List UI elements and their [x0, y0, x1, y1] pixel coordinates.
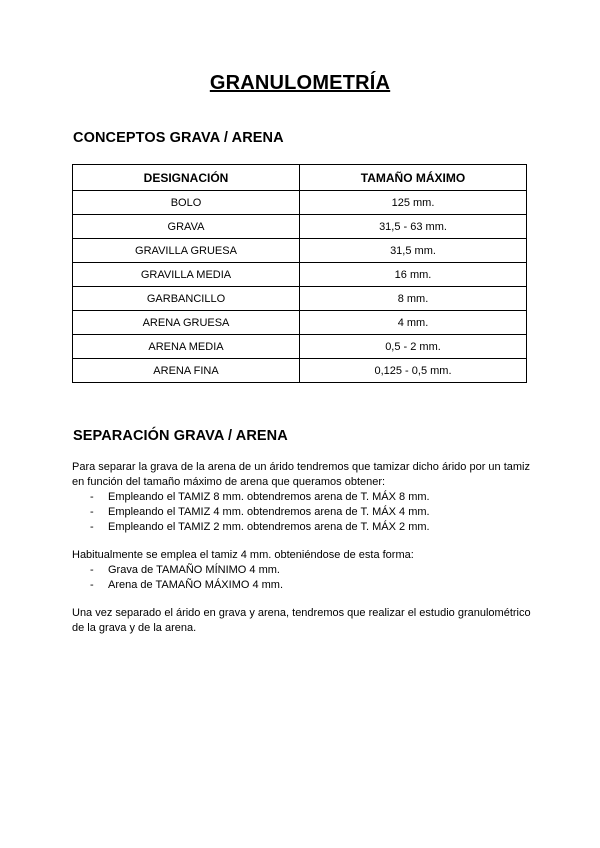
cell-tamano: 125 mm.	[300, 191, 527, 215]
cell-tamano: 8 mm.	[300, 287, 527, 311]
cell-tamano: 31,5 - 63 mm.	[300, 215, 527, 239]
dash-bullet: -	[90, 564, 94, 576]
paragraph-separacion	[72, 460, 532, 535]
column-header-designacion: DESIGNACIÓN	[73, 165, 300, 191]
list-item	[72, 563, 532, 578]
paragraph-conclusion: Una vez separado el árido en grava y arena, tendremos que realizar el estudio granulométrico de la grava y de la arena.	[72, 607, 531, 634]
column-header-tamano-maximo: TAMAÑO MÁXIMO	[300, 165, 527, 191]
table-header-row	[73, 165, 527, 191]
cell-designacion: ARENA GRUESA	[73, 311, 300, 335]
cell-tamano: 31,5 mm.	[300, 239, 527, 263]
table-row	[73, 239, 527, 263]
paragraph-text: Para separar la grava de la arena de un árido tendremos que tamizar dicho árido por un tamiz en función del tamaño máximo de arena que queramos obtener:	[72, 461, 530, 488]
section-heading-conceptos: CONCEPTOS GRAVA / ARENA	[73, 130, 284, 146]
cell-tamano: 4 mm.	[300, 311, 527, 335]
cell-tamano: 16 mm.	[300, 263, 527, 287]
result-list	[72, 563, 532, 593]
dash-bullet: -	[90, 506, 94, 518]
cell-designacion: ARENA FINA	[73, 359, 300, 383]
page-title: GRANULOMETRÍA	[209, 72, 391, 94]
cell-tamano: 0,5 - 2 mm.	[300, 335, 527, 359]
granulometry-table	[72, 164, 527, 383]
table-row	[73, 335, 527, 359]
list-item-text: Empleando el TAMIZ 4 mm. obtendremos arena de T. MÁX 4 mm.	[108, 506, 430, 518]
list-item-text: Empleando el TAMIZ 2 mm. obtendremos arena de T. MÁX 2 mm.	[108, 521, 430, 533]
dash-bullet: -	[90, 491, 94, 503]
table-row	[73, 287, 527, 311]
cell-designacion: GRAVILLA MEDIA	[73, 263, 300, 287]
dash-bullet: -	[90, 521, 94, 533]
dash-bullet: -	[90, 579, 94, 591]
paragraph-text: Habitualmente se emplea el tamiz 4 mm. obteniéndose de esta forma:	[72, 549, 414, 561]
tamiz-list	[72, 490, 532, 535]
table-row	[73, 263, 527, 287]
list-item-text: Arena de TAMAÑO MÁXIMO 4 mm.	[108, 579, 284, 591]
list-item	[72, 520, 532, 535]
table-row	[73, 311, 527, 335]
list-item	[72, 578, 532, 593]
cell-designacion: GRAVILLA GRUESA	[73, 239, 300, 263]
cell-designacion: GRAVA	[73, 215, 300, 239]
table-row	[73, 191, 527, 215]
cell-designacion: ARENA MEDIA	[73, 335, 300, 359]
list-item	[72, 505, 532, 520]
table-row	[73, 215, 527, 239]
list-item	[72, 490, 532, 505]
cell-designacion: GARBANCILLO	[73, 287, 300, 311]
list-item-text: Grava de TAMAÑO MÍNIMO 4 mm.	[108, 564, 280, 576]
cell-designacion: BOLO	[73, 191, 300, 215]
cell-tamano: 0,125 - 0,5 mm.	[300, 359, 527, 383]
paragraph-habitualmente	[72, 548, 532, 593]
section-heading-separacion: SEPARACIÓN GRAVA / ARENA	[73, 428, 288, 444]
table-row	[73, 359, 527, 383]
list-item-text: Empleando el TAMIZ 8 mm. obtendremos arena de T. MÁX 8 mm.	[108, 491, 430, 503]
